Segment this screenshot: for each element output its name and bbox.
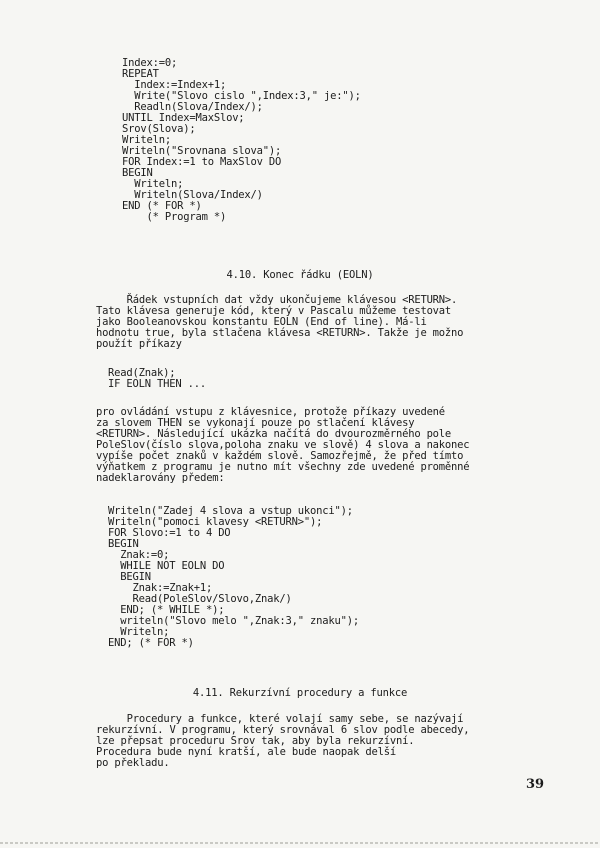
text-line: použít příkazy [96, 338, 182, 350]
code-line: Writeln; [122, 178, 184, 190]
paragraph-eoln-intro [96, 295, 566, 350]
code-line: UNTIL Index=MaxSlov; [122, 112, 245, 124]
code-line: Writeln("Zadej 4 slova a vstup ukonci"); [108, 505, 353, 517]
code-line: Writeln("pomoci klavesy <RETURN>"); [108, 516, 323, 528]
text-line: rekurzívní. V programu, který srovnával 6 slov podle abecedy, [96, 724, 470, 736]
text-line: Procedura bude nyní kratší, ale bude naopak delší [96, 746, 396, 758]
code-block-sort-program [122, 58, 361, 223]
code-line: Znak:=Znak+1; [108, 582, 213, 594]
text-line: nadeklarovány předem: [96, 472, 225, 484]
code-line: END (* FOR *) [122, 200, 202, 212]
code-line: (* Program *) [122, 211, 227, 223]
paragraph-eoln-usage [96, 407, 566, 484]
code-line: Writeln(Slova/Index/) [122, 189, 263, 201]
code-line: Writeln("Srovnana slova"); [122, 145, 282, 157]
section-heading-4-11: 4.11. Rekurzívní procedury a funkce [192, 687, 408, 699]
code-line: Index:=0; [122, 57, 178, 69]
text-line: <RETURN>. Následující ukázka načítá do dvourozměrného pole [96, 428, 452, 440]
code-line: Write("Slovo cislo ",Index:3," je:"); [122, 90, 361, 102]
text-line: Tato klávesa generuje kód, který v Pascalu můžeme testovat [96, 305, 452, 317]
text-line: za slovem THEN se vykonají pouze po stlačení klávesy [96, 417, 415, 429]
text-line: Řádek vstupních dat vždy ukončujeme klávesou <RETURN>. [96, 294, 458, 306]
text-line: výňatkem z programu je nutno mít všechny zde uvedené proměnné [96, 461, 470, 473]
paragraph-recursive [96, 714, 566, 769]
code-line: Readln(Slova/Index/); [122, 101, 263, 113]
section-heading-4-10: 4.10. Konec řádku (EOLN) [226, 269, 374, 281]
code-line: FOR Slovo:=1 to 4 DO [108, 527, 231, 539]
code-line: END; (* WHILE *); [108, 604, 225, 616]
page-number: 39 [526, 777, 545, 792]
text-line: hodnotu true, byla stlačena klávesa <RETURN>. Takže je možno [96, 327, 464, 339]
code-line: Writeln; [122, 134, 171, 146]
text-line: PoleSlov(číslo slova,poloha znaku ve slově) 4 slova a nakonec [96, 439, 470, 451]
page-bottom-edge [0, 842, 600, 844]
code-line: Znak:=0; [108, 549, 170, 561]
code-line: Index:=Index+1; [122, 79, 227, 91]
code-line: Writeln; [108, 626, 170, 638]
text-line: Procedury a funkce, které volají samy sebe, se nazývají [96, 713, 464, 725]
code-line: BEGIN [108, 571, 151, 583]
text-line: jako Booleanovskou konstantu EOLN (End of line). Má-li [96, 316, 427, 328]
code-line: IF EOLN THEN ... [108, 378, 206, 390]
code-line: Read(PoleSlov/Slovo,Znak/) [108, 593, 292, 605]
text-line: lze přepsat proceduru Srov tak, aby byla rekurzívní. [96, 735, 415, 747]
code-line: FOR Index:=1 to MaxSlov DO [122, 156, 282, 168]
code-block-polesloV-input [108, 506, 359, 649]
code-line: BEGIN [122, 167, 153, 179]
code-line: END; (* FOR *) [108, 637, 194, 649]
code-line: BEGIN [108, 538, 139, 550]
text-line: pro ovládání vstupu z klávesnice, protože příkazy uvedené [96, 406, 445, 418]
code-line: writeln("Slovo melo ",Znak:3," znaku"); [108, 615, 359, 627]
code-line: WHILE NOT EOLN DO [108, 560, 225, 572]
code-line: Read(Znak); [108, 367, 176, 379]
text-line: vypíše počet znaků v každém slově. Samozřejmě, že před tímto [96, 450, 464, 462]
code-line: REPEAT [122, 68, 159, 80]
code-line: Srov(Slova); [122, 123, 196, 135]
code-block-read-eoln [108, 368, 206, 390]
text-line: po překladu. [96, 757, 170, 769]
